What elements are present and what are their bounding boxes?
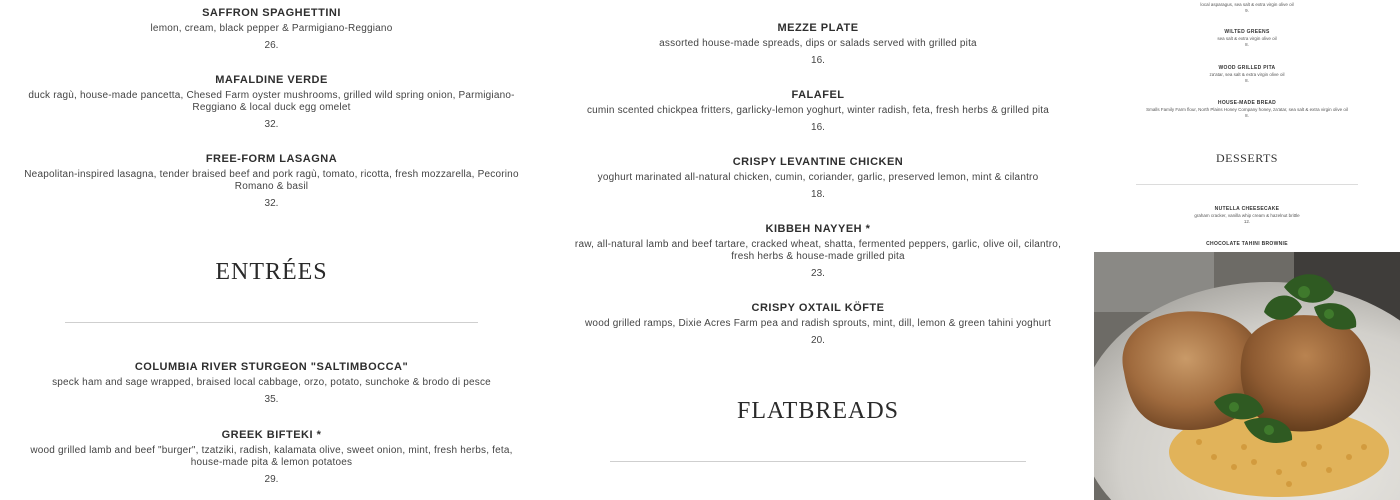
item-name: FREE-FORM LASAGNA (205, 153, 338, 165)
section-heading-flatbreads: FLATBREADS (736, 398, 900, 424)
item-description: lemon, cream, black pepper & Parmigiano-Reggiano (150, 23, 393, 34)
menu-item (1094, 65, 1400, 83)
item-description: cumin scented chickpea fritters, garlicky-lemon yoghurt, winter radish, feta, fresh herbs & grilled pita (586, 105, 1050, 116)
menu-item (20, 153, 523, 209)
menu-item (568, 22, 1068, 66)
item-price: 8. (1245, 113, 1249, 118)
item-name: CRISPY LEVANTINE CHICKEN (732, 156, 904, 168)
menu-column-left (20, 0, 523, 500)
section-divider (65, 322, 478, 323)
item-price: 18. (811, 189, 825, 200)
menu-item (20, 7, 523, 51)
item-name: HOUSE-MADE BREAD (1217, 100, 1277, 106)
menu-item (20, 74, 523, 130)
item-name: SAFFRON SPAGHETTINI (202, 7, 341, 19)
menu-item (568, 156, 1068, 200)
item-price: 26. (264, 40, 279, 51)
food-photo-illustration (1094, 252, 1400, 500)
section-heading-desserts: DESSERTS (1216, 151, 1278, 165)
item-description: raw, all-natural lamb and beef tartare, cracked wheat, shatta, fermented peppers, garlic, olive oil, cilantro, fresh herbs & house-made grilled pita (574, 239, 1062, 262)
menu-item (568, 302, 1068, 346)
item-description: speck ham and sage wrapped, braised local cabbage, orzo, potato, sunchoke & brodo di pesce (52, 377, 491, 388)
menu-column-middle (568, 0, 1068, 500)
item-name: WOOD GRILLED PITA (1218, 65, 1276, 71)
item-name: FALAFEL (791, 89, 845, 101)
menu-item (1094, 206, 1400, 224)
item-description: wood grilled lamb and beef "burger", tzatziki, radish, kalamata olive, sweet onion, mint, fresh herbs, feta, house-made pita & lemon potatoes (30, 445, 513, 468)
item-name: KIBBEH NAYYEH * (765, 223, 871, 235)
item-price: 32. (264, 198, 279, 209)
item-description: graham cracker, vanilla whip cream & hazelnut brittle (1194, 213, 1300, 218)
item-name: MAFALDINE VERDE (215, 74, 328, 86)
item-price: 8. (1245, 42, 1249, 47)
menu-item (568, 89, 1068, 133)
item-price: 16. (811, 55, 825, 66)
item-price: 20. (811, 335, 825, 346)
item-name: MEZZE PLATE (777, 22, 859, 34)
item-price: 29. (264, 474, 279, 485)
menu-item (1094, 29, 1400, 47)
item-price: 16. (811, 122, 825, 133)
item-description: Smalls Family Farm flour, North Plains Honey Company honey, za'atar, sea salt & extra virgin olive oil (1146, 107, 1348, 112)
item-description: sea salt & extra virgin olive oil (1217, 36, 1277, 41)
item-name: COLUMBIA RIVER STURGEON "SALTIMBOCCA" (134, 361, 409, 373)
item-price: 32. (264, 119, 279, 130)
item-price: 8. (1245, 78, 1249, 83)
section-divider (610, 461, 1026, 462)
item-price: 12. (1243, 219, 1251, 224)
menu-item (1094, 241, 1400, 247)
menu-column-right (1094, 0, 1400, 252)
item-description: za'atar, sea salt & extra virgin olive oil (1209, 72, 1285, 77)
item-name: GREEK BIFTEKI * (221, 429, 322, 441)
item-price: 35. (264, 394, 279, 405)
item-description: assorted house-made spreads, dips or salads served with grilled pita (659, 38, 977, 49)
item-name: NUTELLA CHEESECAKE (1214, 206, 1280, 212)
menu-item (1094, 100, 1400, 118)
item-name: CHOCOLATE TAHINI BROWNIE (1206, 241, 1288, 247)
item-description: Neapolitan-inspired lasagna, tender braised beef and pork ragù, tomato, ricotta, fresh mozzarella, Pecorino Romano & basil (24, 169, 519, 192)
item-price: 23. (811, 268, 825, 279)
item-price: 9. (1245, 8, 1249, 13)
menu-item (20, 429, 523, 485)
section-divider (1136, 184, 1358, 185)
section-heading-entrees: ENTRÉES (215, 259, 328, 285)
item-name: CRISPY OXTAIL KÖFTE (751, 302, 885, 314)
food-photo (1094, 252, 1400, 500)
item-description: duck ragù, house-made pancetta, Chesed Farm oyster mushrooms, grilled wild spring onion, Parmigiano-Reggiano & local duck egg omelet (28, 90, 515, 113)
item-description: local asparagus, sea salt & extra virgin olive oil (1200, 2, 1294, 7)
menu-item (568, 223, 1068, 279)
item-name: WILTED GREENS (1224, 29, 1270, 35)
item-description: wood grilled ramps, Dixie Acres Farm pea and radish sprouts, mint, dill, lemon & green tahini yoghurt (585, 318, 1051, 329)
menu-item (1094, 1, 1400, 13)
item-description: yoghurt marinated all-natural chicken, cumin, coriander, garlic, preserved lemon, mint & cilantro (597, 172, 1039, 183)
menu-item (20, 361, 523, 405)
